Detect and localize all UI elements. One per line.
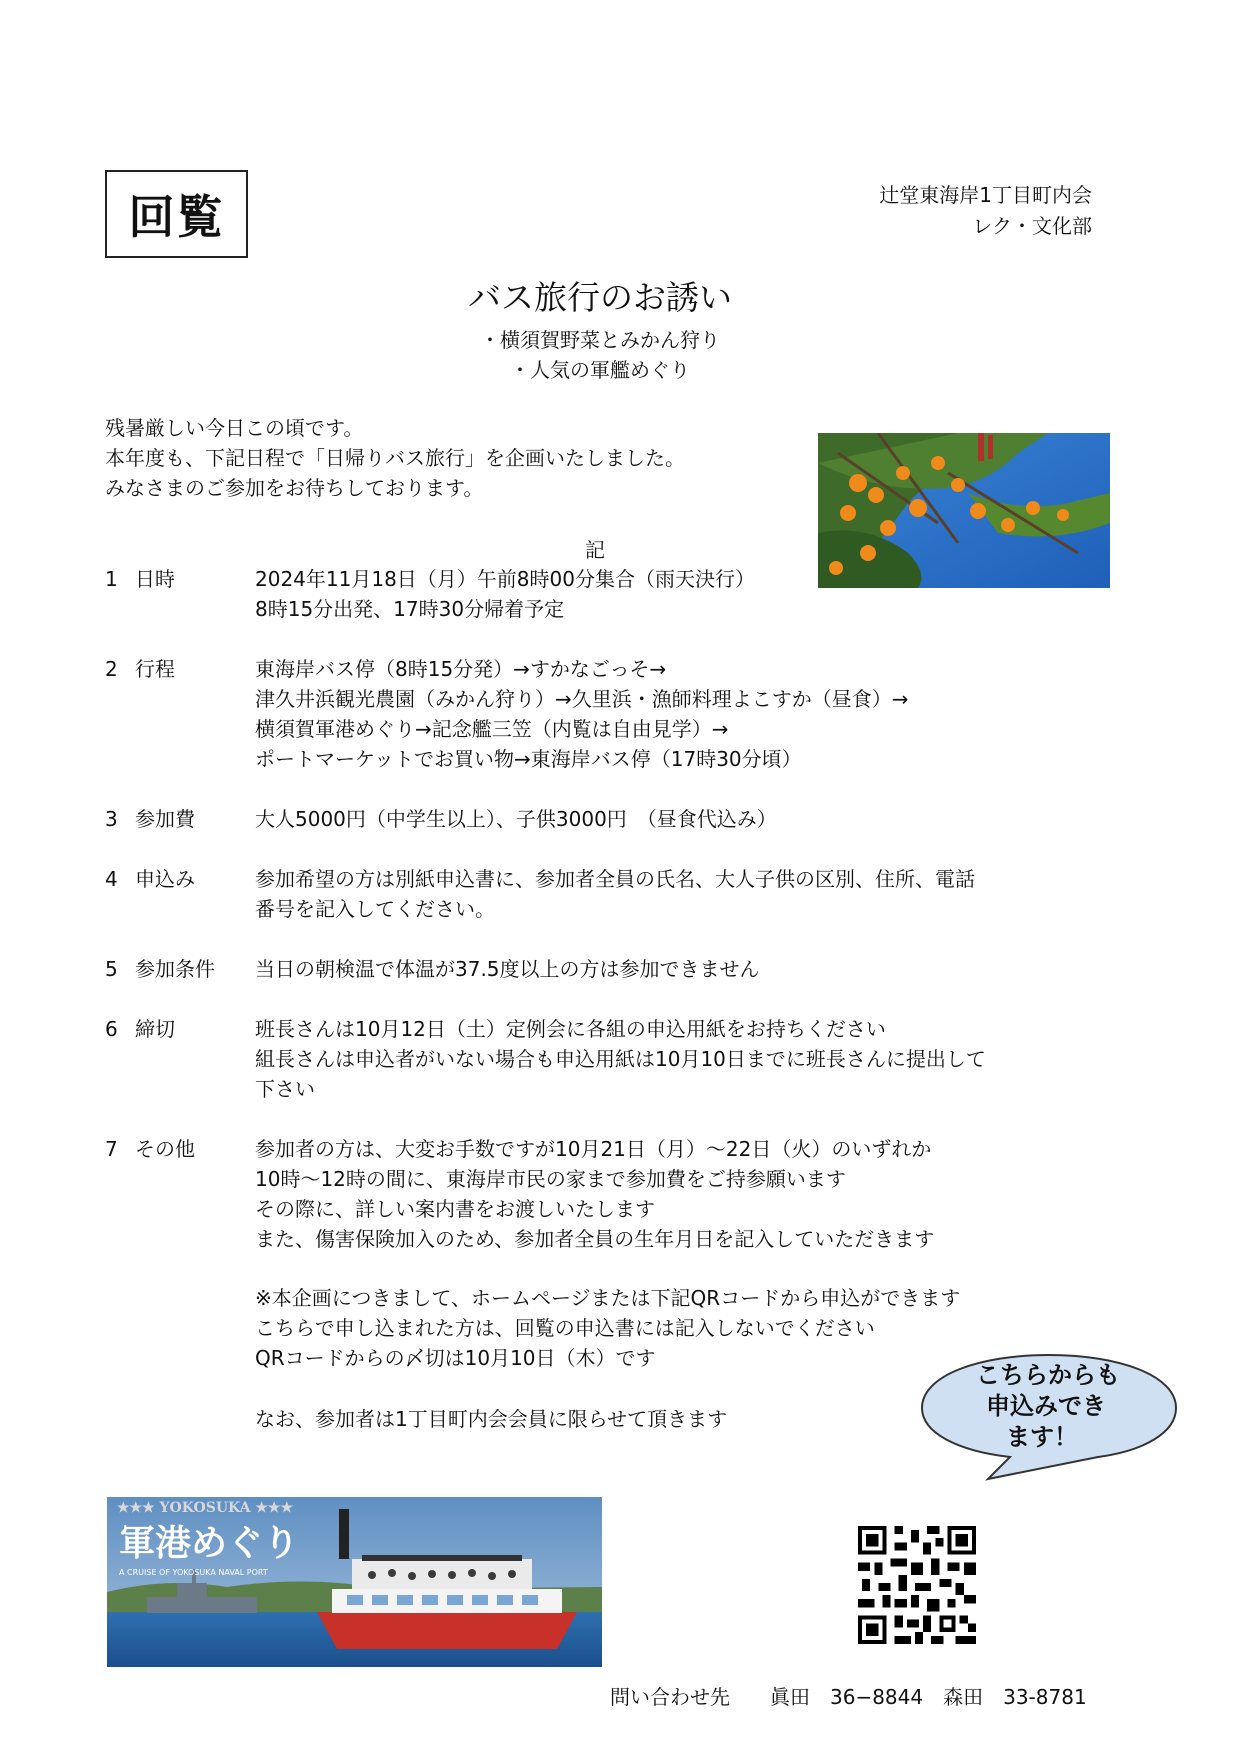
item-line: 10時～12時の間に、東海岸市民の家まで参加費をご持参願います <box>255 1167 846 1191</box>
banner-caption: A CRUISE OF YOKOSUKA NAVAL PORT <box>119 1568 268 1577</box>
contact-info: 問い合わせ先 眞田 36−8844 森田 33-8781 <box>610 1685 1087 1709</box>
orange-tree-photo <box>818 433 1110 588</box>
speech-bubble <box>918 1353 1180 1485</box>
intro-text <box>105 413 685 503</box>
item-body <box>255 1014 986 1104</box>
item-number: 1 <box>105 567 118 591</box>
ki-marker: 記 <box>585 538 605 562</box>
organization-department: レク・文化部 <box>972 214 1092 238</box>
item-label: その他 <box>135 1137 195 1161</box>
item-line: 8時15分出発、17時30分帰着予定 <box>255 597 565 621</box>
item-line: 参加者の方は、大変お手数ですが10月21日（月）～22日（火）のいずれか <box>255 1137 932 1161</box>
qr-code[interactable] <box>858 1526 976 1644</box>
item-number: 3 <box>105 807 118 831</box>
organization-name: 辻堂東海岸1丁目町内会 <box>879 183 1092 207</box>
item-number: 5 <box>105 957 118 981</box>
item-line: 大人5000円（中学生以上）、子供3000円 （昼食代込み） <box>255 807 777 831</box>
item-label: 参加条件 <box>135 957 215 981</box>
note-line: こちらで申し込まれた方は、回覧の申込書には記入しないでください <box>255 1316 875 1340</box>
item-number: 6 <box>105 1017 118 1041</box>
banner-tagline: ★★★ YOKOSUKA ★★★ <box>117 1500 294 1516</box>
item-number: 4 <box>105 867 118 891</box>
item-line: また、傷害保険加入のため、参加者全員の生年月日を記入していただきます <box>255 1227 935 1251</box>
item-label: 締切 <box>135 1017 175 1041</box>
subtitle-2: ・人気の軍艦めぐり <box>510 358 690 382</box>
item-body <box>255 564 755 624</box>
item-body <box>255 654 909 774</box>
circulation-stamp: 回覧 <box>105 170 248 258</box>
item-label: 日時 <box>135 567 175 591</box>
qr-notes <box>255 1283 960 1373</box>
item-line: その際に、詳しい案内書をお渡しいたします <box>255 1197 655 1221</box>
intro-line: みなさまのご参加をお待ちしております。 <box>105 476 484 500</box>
item-body <box>255 864 975 924</box>
item-line: 2024年11月18日（月）午前8時00分集合（雨天決行） <box>255 567 755 591</box>
organization <box>879 180 1092 242</box>
orange-tree-image <box>818 433 1110 588</box>
note-line: ※本企画につきまして、ホームページまたは下記QRコードから申込ができます <box>255 1286 961 1310</box>
qr-code-icon <box>858 1526 976 1644</box>
bubble-line: ます！ <box>1006 1423 1078 1451</box>
item-number: 7 <box>105 1137 118 1161</box>
speech-bubble-shape <box>918 1353 1180 1481</box>
item-line: 下さい <box>255 1077 315 1101</box>
subtitle-1: ・横須賀野菜とみかん狩り <box>480 328 720 352</box>
intro-line: 残暑厳しい今日この頃です。 <box>105 416 364 440</box>
item-line: 横須賀軍港めぐり→記念艦三笠（内覧は自由見学）→ <box>255 717 729 741</box>
item-line: 組長さんは申込者がいない場合も申込用紙は10月10日までに班長さんに提出して <box>255 1047 986 1071</box>
item-body <box>255 804 777 834</box>
item-number: 2 <box>105 657 118 681</box>
item-line: 参加希望の方は別紙申込書に、参加者全員の氏名、大人子供の区別、住所、電話 <box>255 867 975 891</box>
bubble-line: こちらからも <box>976 1361 1120 1389</box>
bubble-line: 申込みでき <box>986 1392 1106 1420</box>
item-line: 当日の朝検温で体温が37.5度以上の方は参加できません <box>255 957 760 981</box>
naval-port-cruise-banner <box>107 1497 602 1667</box>
item-label: 行程 <box>135 657 175 681</box>
item-line: 東海岸バス停（8時15分発）→すかなごっそ→ <box>255 657 667 681</box>
banner-title: 軍港めぐり <box>119 1523 300 1564</box>
item-body <box>255 954 760 984</box>
item-body <box>255 1134 934 1254</box>
item-line: 番号を記入してください。 <box>255 897 495 921</box>
item-line: 津久井浜観光農園（みかん狩り）→久里浜・漁師料理よこすか（昼食）→ <box>255 687 909 711</box>
item-line: ポートマーケットでお買い物→東海岸バス停（17時30分頃） <box>255 747 802 771</box>
note-line: QRコードからの〆切は10月10日（木）です <box>255 1346 656 1370</box>
cruise-banner-image <box>107 1497 602 1667</box>
document-title: バス旅行のお誘い <box>468 278 732 317</box>
item-label: 参加費 <box>135 807 195 831</box>
intro-line: 本年度も、下記日程で「日帰りバス旅行」を企画いたしました。 <box>105 446 685 470</box>
item-label: 申込み <box>135 867 195 891</box>
item-line: 班長さんは10月12日（土）定例会に各組の申込用紙をお持ちください <box>255 1017 886 1041</box>
membership-note: なお、参加者は1丁目町内会会員に限らせて頂きます <box>255 1407 728 1431</box>
